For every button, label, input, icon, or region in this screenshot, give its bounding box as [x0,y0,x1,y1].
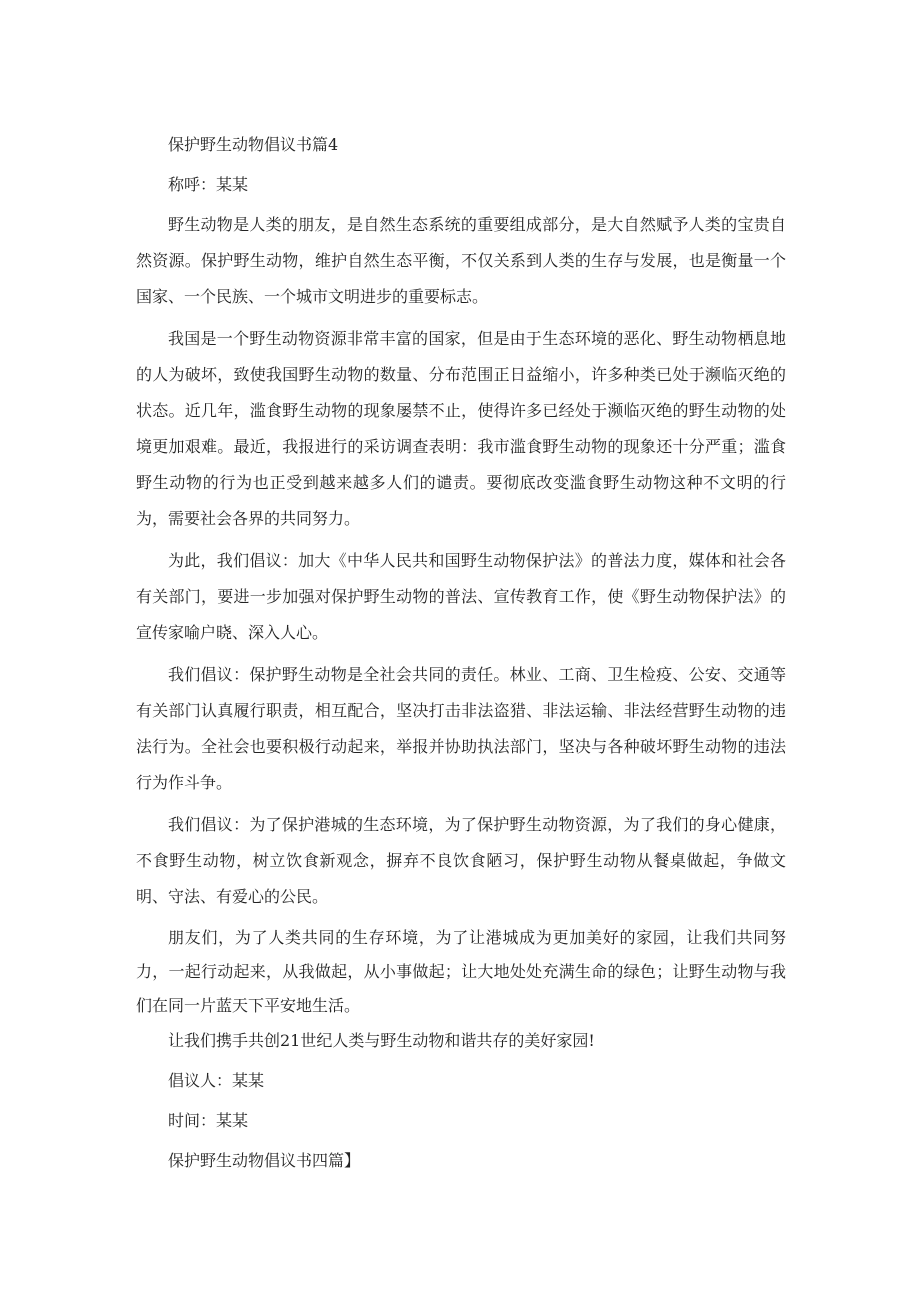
signatory: 倡议人：某某 [168,1071,265,1090]
closing-call: 让我们携手共创21世纪人类与野生动物和谐共存的美好家园! [168,1031,595,1050]
paragraph-proposal-law: 为此，我们倡议：加大《中华人民共和国野生动物保护法》的普法力度，媒体和社会各有关部门，要进一步加强对保护野生动物的普法、宣传教育工作，使《野生动物保护法》的宣传家喻户晓、深入人心。 [136,551,786,642]
footer-title: 保护野生动物倡议书四篇】 [168,1151,361,1170]
paragraph-intro: 野生动物是人类的朋友，是自然生态系统的重要组成部分，是大自然赋予人类的宝贵自然资源。保护野生动物，维护自然生态平衡，不仅关系到人类的生存与发展，也是衡量一个国家、一个民族、一个城市文明进步的重要标志。 [136,215,786,306]
paragraph-proposal-departments: 我们倡议：保护野生动物是全社会共同的责任。林业、工商、卫生检疫、公安、交通等有关部门认真履行职责，相互配合，坚决打击非法盗猎、非法运输、非法经营野生动物的违法行为。全社会也要积极行动起来，举报并协助执法部门，坚决与各种破坏野生动物的违法行为作斗争。 [136,665,786,792]
paragraph-appeal: 朋友们，为了人类共同的生存环境，为了让港城成为更加美好的家园，让我们共同努力，一起行动起来，从我做起，从小事做起；让大地处处充满生命的绿色；让野生动物与我们在同一片蓝天下平安地生活。 [136,928,786,1015]
paragraph-situation: 我国是一个野生动物资源非常丰富的国家，但是由于生态环境的恶化、野生动物栖息地的人为破坏，致使我国野生动物的数量、分布范围正日益缩小，许多种类已处于濒临灭绝的状态。近几年，滥食野生动物的现象屡禁不止，使得许多已经处于濒临灭绝的野生动物的处境更加艰难。最近，我报进行的采访调查表明：我市滥食野生动物的现象还十分严重；滥食野生动物的行为也正受到越来越多人们的谴责。要彻底改变滥食野生动物这种不文明的行为，需要社会各界的共同努力。 [136,329,786,528]
document-body [136,127,786,1179]
salutation: 称呼：某某 [168,175,249,194]
date-line: 时间：某某 [168,1111,249,1130]
paragraph-proposal-diet: 我们倡议：为了保护港城的生态环境，为了保护野生动物资源，为了我们的身心健康，不食野生动物，树立饮食新观念，摒弃不良饮食陋习，保护野生动物从餐桌做起，争做文明、守法、有爱心的公民。 [136,815,786,906]
document-title: 保护野生动物倡议书篇4 [168,135,339,154]
